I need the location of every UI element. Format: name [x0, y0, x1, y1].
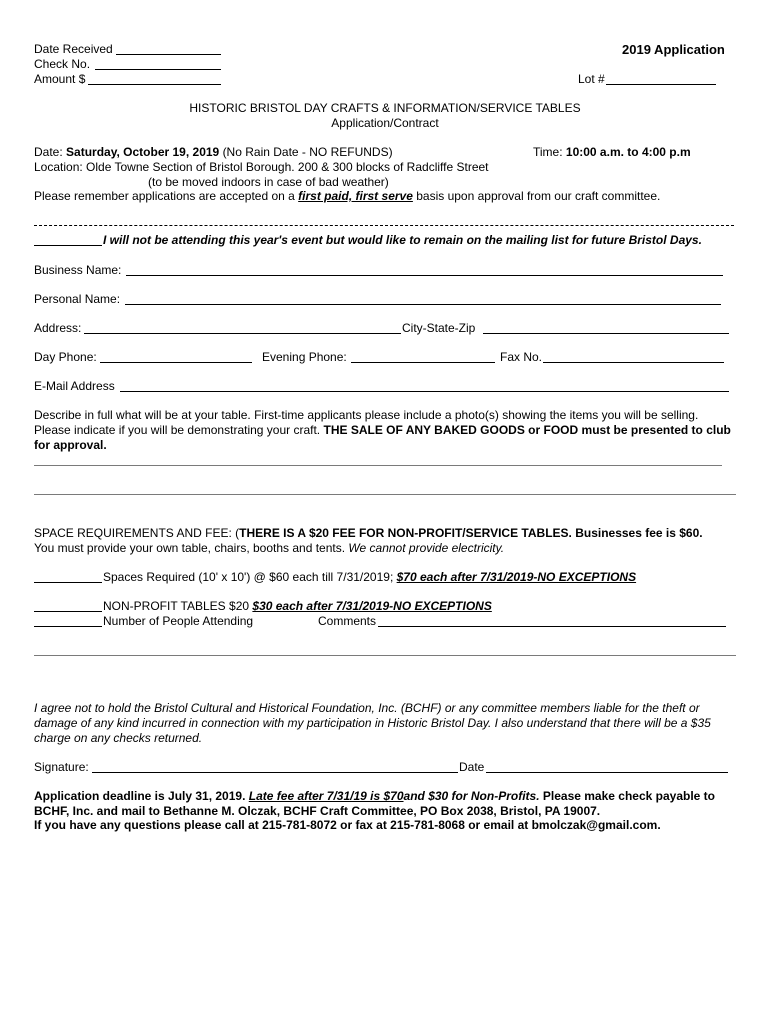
check-no-field[interactable]: [95, 69, 221, 70]
day-phone-label: Day Phone:: [34, 350, 97, 364]
nonprofit-tables-field[interactable]: [34, 611, 102, 612]
nonprofit-late-fee: $30 each after 7/31/2019-NO EXCEPTIONS: [252, 599, 492, 613]
signature-date-field[interactable]: [486, 772, 728, 773]
lot-label: Lot #: [578, 72, 605, 86]
describe-line-1[interactable]: [34, 465, 722, 466]
people-attending-field[interactable]: [34, 626, 102, 627]
space-line2-text: You must provide your own table, chairs, booths and tents.: [34, 541, 346, 555]
personal-name-label: Personal Name:: [34, 292, 121, 306]
comments-label: Comments: [318, 614, 377, 628]
spaces-required-text: Spaces Required (10' x 10') @ $60 each till 7/31/2019;: [103, 570, 394, 584]
indoor-note: (to be moved indoors in case of bad weather): [148, 175, 389, 189]
space-heading-bold: THERE IS A $20 FEE FOR NON-PROFIT/SERVICE TABLES. Businesses fee is $60.: [239, 526, 703, 540]
fax-field[interactable]: [543, 362, 724, 363]
email-field[interactable]: [120, 391, 729, 392]
form-subtitle: Application/Contract: [331, 116, 439, 130]
address-label: Address:: [34, 321, 82, 335]
spaces-required-field[interactable]: [34, 582, 102, 583]
signature-label: Signature:: [34, 760, 89, 774]
agreement-text: I agree not to hold the Bristol Cultural and Historical Foundation, Inc. (BCHF) or any committee members liable for the theft or damage of any kind incurred in connection with my participation in Historic Bristol Day. I also understand that there will be a $35 charge on any checks returned.: [34, 701, 711, 745]
basis-line: [34, 189, 660, 204]
date-label: Date:: [34, 145, 63, 159]
basis-pre: Please remember applications are accepted on a: [34, 189, 295, 203]
space-heading-pre: SPACE REQUIREMENTS AND FEE: (: [34, 526, 240, 540]
basis-emphasis: first paid, first serve: [298, 189, 413, 203]
event-date-line: [34, 145, 393, 160]
day-phone-field[interactable]: [100, 362, 252, 363]
spaces-required-line: [103, 570, 636, 585]
evening-phone-label: Evening Phone:: [262, 350, 347, 364]
business-name-label: Business Name:: [34, 263, 122, 277]
amount-field[interactable]: [88, 84, 221, 85]
lot-field[interactable]: [606, 84, 716, 85]
space-heading: [34, 526, 703, 541]
city-state-zip-label: City-State-Zip: [402, 321, 476, 335]
comments-field[interactable]: [378, 626, 726, 627]
time-label: Time:: [533, 145, 563, 159]
form-title: HISTORIC BRISTOL DAY CRAFTS & INFORMATION/SERVICE TABLES: [189, 101, 581, 115]
date-note: (No Rain Date - NO REFUNDS): [222, 145, 393, 159]
address-field[interactable]: [84, 333, 401, 334]
signature-date-label: Date: [459, 760, 485, 774]
fax-label: Fax No.: [500, 350, 543, 364]
check-no-label: Check No.: [34, 57, 91, 71]
payable-text: Please make check payable to: [542, 789, 715, 803]
space-line2-italic: We cannot provide electricity.: [348, 541, 505, 555]
basis-post: basis upon approval from our craft committee.: [416, 189, 661, 203]
date-received-field[interactable]: [116, 54, 221, 55]
nonprofit-line: [103, 599, 492, 614]
signature-field[interactable]: [92, 772, 458, 773]
late-fee-text: Late fee after 7/31/19 is $70: [248, 789, 404, 803]
event-time-line: [533, 145, 691, 160]
deadline-text: Application deadline is July 31, 2019.: [34, 789, 246, 803]
application-year: 2019 Application: [622, 42, 725, 57]
footer-line-3: If you have any questions please call at 215-781-8072 or fax at 215-781-8068 or email at bmolczak@gmail.com.: [34, 818, 661, 832]
time-value: 10:00 a.m. to 4:00 p.m: [565, 145, 691, 159]
evening-phone-field[interactable]: [351, 362, 495, 363]
comments-line-2[interactable]: [34, 655, 736, 656]
mailing-list-text: I will not be attending this year's event but would like to remain on the mailing list for future Bristol Days.: [103, 233, 702, 247]
footer-line-1: [34, 789, 715, 804]
people-attending-label: Number of People Attending: [103, 614, 254, 628]
city-state-zip-field[interactable]: [483, 333, 729, 334]
amount-label: Amount $: [34, 72, 86, 86]
space-line2: [34, 541, 504, 556]
mailing-list-checkbox-line[interactable]: [34, 245, 102, 246]
event-location: Location: Olde Towne Section of Bristol Borough. 200 & 300 blocks of Radcliffe Street: [34, 160, 489, 174]
describe-bold: THE SALE OF ANY BAKED GOODS or FOOD must be presented to club for approval.: [34, 423, 731, 452]
describe-paragraph: [34, 408, 734, 453]
nonprofit-text: NON-PROFIT TABLES $20: [103, 599, 250, 613]
footer-line-2: BCHF, Inc. and mail to Bethanne M. Olczak, BCHF Craft Committee, PO Box 2038, Bristol, PA 19007.: [34, 804, 601, 818]
describe-line-2[interactable]: [34, 494, 736, 495]
late-fee-post: and $30 for Non-Profits.: [403, 789, 540, 803]
spaces-late-fee: $70 each after 7/31/2019-NO EXCEPTIONS: [396, 570, 637, 584]
describe-text: Describe in full what will be at your table. First-time applicants please include a photo(s) showing the items you will be selling. Please indicate if you will be demonstrating your craft.: [34, 408, 699, 437]
dashed-separator: [34, 225, 734, 226]
date-value: Saturday, October 19, 2019: [66, 145, 220, 159]
email-label: E-Mail Address: [34, 379, 115, 393]
date-received-label: Date Received: [34, 42, 113, 56]
personal-name-field[interactable]: [125, 304, 721, 305]
business-name-field[interactable]: [126, 275, 723, 276]
